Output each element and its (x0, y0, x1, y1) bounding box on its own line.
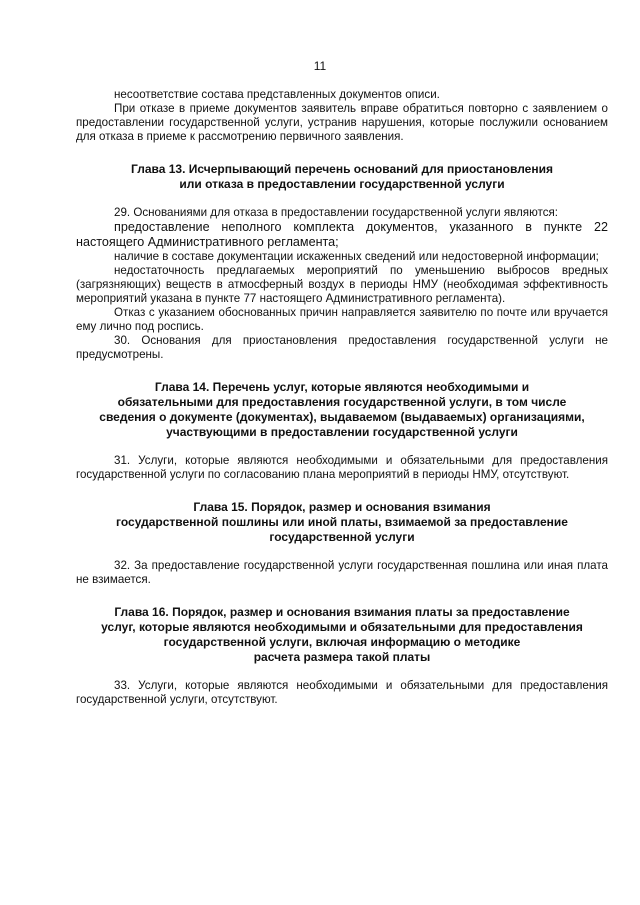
heading-chapter-16 (76, 605, 608, 665)
heading-line: сведения о документе (документах), выдаваемом (выдаваемых) организациями, (99, 410, 585, 424)
heading-line: или отказа в предоставлении государственной услуги (179, 177, 505, 191)
paragraph-30: 30. Основания для приостановления предоставления государственной услуги не предусмотрены. (76, 334, 608, 361)
paragraph-33: 33. Услуги, которые являются необходимыми и обязательными для предоставления государственной услуги, отсутствуют. (76, 679, 608, 706)
paragraph-29d: Отказ с указанием обоснованных причин направляется заявителю по почте или вручается ему лично под роспись. (76, 306, 608, 333)
paragraph-29c: недостаточность предлагаемых мероприятий по уменьшению выбросов вредных (загрязняющих) веществ в атмосферный воздух в периоды НМУ (необходимая эффективность мероприятий указана в пункте 77 настоящего Административного регламента). (76, 264, 608, 305)
paragraph-29: 29. Основаниями для отказа в предоставлении государственной услуги являются: (114, 206, 558, 219)
heading-line: Глава 14. Перечень услуг, которые являются необходимыми и (154, 380, 530, 394)
heading-line: государственной услуги, включая информацию о методике (163, 635, 521, 649)
paragraph-p1: несоответствие состава представленных документов описи. (114, 88, 440, 101)
heading-line: обязательными для предоставления государственной услуги, в том числе (117, 395, 567, 409)
heading-line: Глава 16. Порядок, размер и основания взимания платы за предоставление (114, 605, 570, 619)
paragraph-29b: наличие в составе документации искаженных сведений или недостоверной информации; (114, 250, 599, 263)
heading-line: услуг, которые являются необходимыми и обязательными для предоставления (101, 620, 583, 634)
paragraph-31: 31. Услуги, которые являются необходимыми и обязательными для предоставления государственной услуги по согласованию плана мероприятий в периоды НМУ, отсутствуют. (76, 454, 608, 481)
heading-line: Глава 15. Порядок, размер и основания взимания (193, 500, 491, 514)
heading-line: расчета размера такой платы (253, 650, 431, 664)
heading-chapter-15 (76, 500, 608, 545)
page-number: 11 (313, 59, 327, 73)
heading-chapter-14 (76, 380, 608, 440)
heading-line: Глава 13. Исчерпывающий перечень оснований для приостановления (131, 162, 553, 176)
heading-chapter-13 (76, 162, 608, 192)
heading-line: государственной пошлины или иной платы, взимаемой за предоставление (116, 515, 568, 529)
document-body (76, 88, 608, 707)
heading-line: участвующими в предоставлении государственной услуги (166, 425, 518, 439)
paragraph-29a: предоставление неполного комплекта документов, указанного в пункте 22 настоящего Административного регламента; (76, 220, 608, 249)
paragraph-32: 32. За предоставление государственной услуги государственная пошлина или иная плата не взимается. (76, 559, 608, 586)
heading-line: государственной услуги (269, 530, 415, 544)
paragraph-p2: При отказе в приеме документов заявитель вправе обратиться повторно с заявлением о предоставлении государственной услуги, устранив нарушения, которые послужили основанием для отказа в приеме к рассмотрению первичного заявления. (76, 102, 608, 143)
